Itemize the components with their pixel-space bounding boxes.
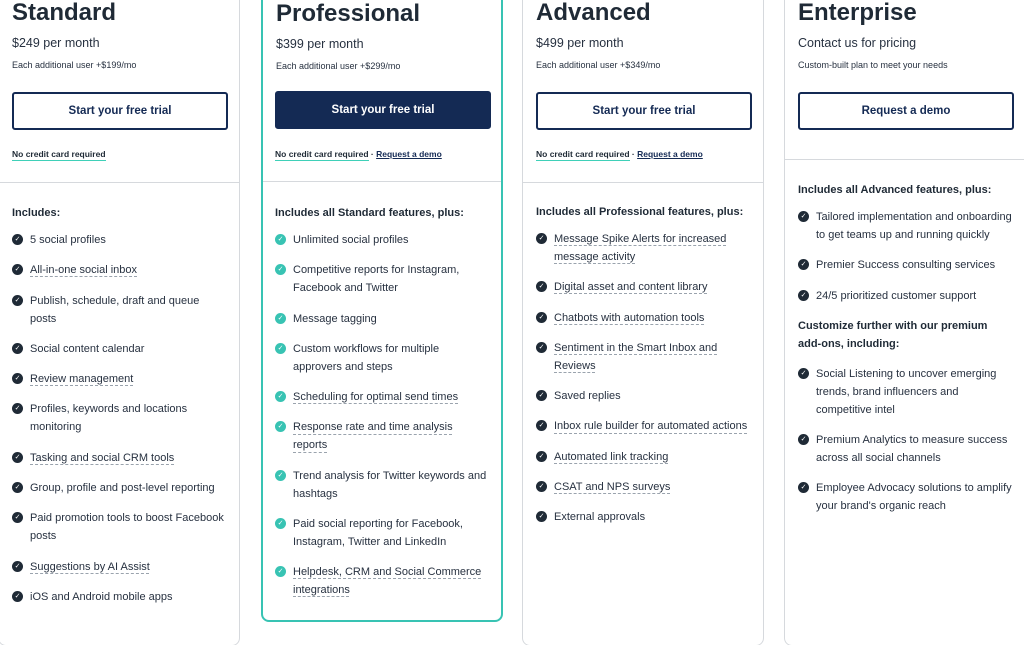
- feature-list: [275, 231, 487, 599]
- check-circle-icon: ✓: [536, 281, 547, 292]
- feature-list: [12, 231, 225, 606]
- divider: [0, 182, 239, 183]
- plan-card-advanced: [522, 0, 764, 645]
- feature-text[interactable]: CSAT and NPS surveys: [554, 481, 671, 494]
- plan-name: Professional: [276, 0, 421, 27]
- feature-list: [536, 230, 749, 526]
- check-circle-icon: ✓: [12, 512, 23, 523]
- check-circle-icon: ✓: [275, 234, 286, 245]
- feature-text[interactable]: Message Spike Alerts for increased message activity: [554, 233, 727, 263]
- feature-text[interactable]: Review management: [30, 373, 134, 386]
- plan-price: $399 per month: [276, 37, 364, 51]
- feature-text: Premium Analytics to measure success across all social channels: [816, 434, 1008, 465]
- check-circle-icon: ✓: [798, 259, 809, 270]
- feature-item: [12, 479, 225, 497]
- feature-text: Tailored implementation and onboarding to get teams up and running quickly: [816, 211, 1012, 241]
- start-free-trial-button[interactable]: Start your free trial: [275, 91, 491, 129]
- request-demo-link[interactable]: Request a demo: [376, 149, 442, 159]
- start-free-trial-button[interactable]: Start your free trial: [536, 92, 752, 130]
- divider: [785, 159, 1024, 160]
- check-circle-icon: ✓: [275, 343, 286, 354]
- separator-dot: ·: [370, 149, 374, 159]
- feature-text: 5 social profiles: [30, 234, 106, 246]
- feature-text[interactable]: Suggestions by AI Assist: [30, 560, 150, 573]
- check-circle-icon: ✓: [536, 342, 547, 353]
- check-circle-icon: ✓: [798, 434, 809, 445]
- feature-text[interactable]: Sentiment in the Smart Inbox and Reviews: [554, 341, 718, 372]
- check-circle-icon: ✓: [536, 481, 547, 492]
- feature-item: [536, 417, 749, 435]
- feature-item: [798, 431, 1013, 467]
- request-demo-link[interactable]: Request a demo: [637, 149, 703, 159]
- check-circle-icon: ✓: [275, 566, 286, 577]
- separator-dot: ·: [631, 149, 635, 159]
- feature-item: [12, 292, 225, 328]
- check-circle-icon: ✓: [275, 264, 286, 275]
- feature-text[interactable]: Response rate and time analysis reports: [293, 421, 453, 452]
- plan-card-enterprise: [784, 0, 1024, 645]
- check-circle-icon: ✓: [275, 391, 286, 402]
- check-circle-icon: ✓: [12, 373, 23, 384]
- start-free-trial-button[interactable]: Start your free trial: [12, 92, 228, 130]
- plan-description: Custom-built plan to meet your needs: [798, 60, 948, 70]
- check-circle-icon: ✓: [536, 511, 547, 522]
- check-circle-icon: ✓: [536, 312, 547, 323]
- feature-text: Profiles, keywords and locations monitoring: [30, 403, 188, 434]
- feature-item: [12, 370, 225, 388]
- fine-print: [275, 149, 442, 159]
- plan-price: $249 per month: [12, 36, 100, 50]
- feature-item: [798, 479, 1013, 515]
- includes-title: Includes all Professional features, plus:: [536, 206, 744, 218]
- request-demo-button[interactable]: Request a demo: [798, 92, 1014, 130]
- feature-text: Saved replies: [554, 390, 621, 403]
- no-credit-card-note: No credit card required: [275, 149, 369, 159]
- check-circle-icon: ✓: [12, 561, 23, 572]
- divider: [263, 181, 501, 182]
- feature-item: [275, 388, 487, 406]
- feature-item: [12, 588, 225, 606]
- feature-item: [275, 467, 487, 503]
- addons-title: Customize further with our premium add-ons, including:: [798, 319, 988, 350]
- feature-item: [12, 400, 225, 436]
- feature-text: iOS and Android mobile apps: [30, 590, 173, 603]
- check-circle-icon: ✓: [12, 295, 23, 306]
- check-circle-icon: ✓: [12, 403, 23, 414]
- check-circle-icon: ✓: [12, 591, 23, 602]
- check-circle-icon: ✓: [275, 470, 286, 481]
- feature-item: [12, 340, 225, 358]
- feature-section: [12, 204, 225, 618]
- feature-text: Unlimited social profiles: [293, 234, 409, 246]
- plan-name: Standard: [12, 0, 117, 26]
- feature-text[interactable]: Helpdesk, CRM and Social Commerce integrations: [293, 566, 482, 597]
- feature-item: [798, 256, 1013, 274]
- additional-user-price: Each additional user +$299/mo: [276, 61, 401, 71]
- check-circle-icon: ✓: [275, 421, 286, 432]
- feature-item: [536, 339, 749, 375]
- feature-item: [275, 231, 487, 249]
- feature-text[interactable]: Chatbots with automation tools: [554, 311, 705, 324]
- check-circle-icon: ✓: [12, 482, 23, 493]
- includes-title: Includes all Standard features, plus:: [275, 207, 464, 219]
- feature-item: [12, 261, 225, 279]
- plan-card-professional: [261, 0, 503, 622]
- no-credit-card-note: No credit card required: [12, 149, 106, 159]
- check-circle-icon: ✓: [536, 390, 547, 401]
- addon-list: [798, 365, 1013, 516]
- feature-text: Group, profile and post-level reporting: [30, 482, 215, 495]
- feature-text[interactable]: Digital asset and content library: [554, 281, 708, 294]
- feature-item: [12, 509, 225, 545]
- check-circle-icon: ✓: [798, 368, 809, 379]
- feature-section: [275, 204, 487, 612]
- plan-price: Contact us for pricing: [798, 36, 917, 50]
- check-circle-icon: ✓: [12, 343, 23, 354]
- feature-text: Premier Success consulting services: [816, 259, 996, 272]
- feature-item: [275, 418, 487, 454]
- feature-text[interactable]: All-in-one social inbox: [30, 264, 137, 277]
- feature-item: [275, 261, 487, 297]
- no-credit-card-note: No credit card required: [536, 149, 630, 159]
- check-circle-icon: ✓: [12, 452, 23, 463]
- feature-list: [798, 208, 1013, 305]
- feature-text: Social Listening to uncover emerging trends, brand influencers and competitive intel: [816, 367, 997, 416]
- additional-user-price: Each additional user +$199/mo: [12, 60, 137, 70]
- fine-print: [536, 149, 703, 159]
- feature-item: [275, 563, 487, 599]
- feature-item: [12, 449, 225, 467]
- feature-text: Competitive reports for Instagram, Facebook and Twitter: [293, 264, 460, 295]
- fine-print: [12, 149, 106, 159]
- check-circle-icon: ✓: [12, 264, 23, 275]
- feature-text: Paid social reporting for Facebook, Instagram, Twitter and LinkedIn: [293, 518, 463, 549]
- includes-title: Includes:: [12, 207, 61, 219]
- feature-item: [536, 448, 749, 466]
- feature-text: Employee Advocacy solutions to amplify your brand's organic reach: [816, 482, 1012, 513]
- feature-text: Publish, schedule, draft and queue posts: [30, 294, 200, 325]
- additional-user-price: Each additional user +$349/mo: [536, 60, 661, 70]
- plan-name: Advanced: [536, 0, 651, 26]
- feature-item: [536, 387, 749, 405]
- includes-title: Includes all Advanced features, plus:: [798, 184, 992, 196]
- check-circle-icon: ✓: [536, 420, 547, 431]
- divider: [523, 182, 763, 183]
- feature-item: [275, 515, 487, 551]
- plan-price: $499 per month: [536, 36, 624, 50]
- feature-text: Trend analysis for Twitter keywords and hashtags: [293, 469, 487, 500]
- feature-item: [536, 230, 749, 266]
- plan-card-standard: [0, 0, 240, 645]
- feature-item: [798, 287, 1013, 305]
- check-circle-icon: ✓: [275, 313, 286, 324]
- feature-item: [536, 478, 749, 496]
- feature-text[interactable]: Tasking and social CRM tools: [30, 451, 175, 464]
- feature-item: [275, 340, 487, 376]
- plan-name: Enterprise: [798, 0, 917, 26]
- check-circle-icon: ✓: [798, 482, 809, 493]
- feature-text: Paid promotion tools to boost Facebook posts: [30, 512, 224, 543]
- feature-text: Social content calendar: [30, 342, 145, 355]
- feature-item: [536, 508, 749, 526]
- check-circle-icon: ✓: [275, 518, 286, 529]
- feature-text[interactable]: Scheduling for optimal send times: [293, 391, 459, 404]
- feature-item: [536, 309, 749, 327]
- feature-text: Message tagging: [293, 312, 377, 325]
- check-circle-icon: ✓: [536, 233, 547, 244]
- feature-item: [798, 365, 1013, 419]
- feature-section: [536, 203, 749, 539]
- feature-item: [12, 231, 225, 249]
- feature-text[interactable]: Inbox rule builder for automated actions: [554, 420, 748, 433]
- feature-section: [798, 181, 1013, 528]
- check-circle-icon: ✓: [536, 451, 547, 462]
- feature-text: 24/5 prioritized customer support: [816, 289, 977, 302]
- feature-item: [12, 558, 225, 576]
- feature-item: [536, 278, 749, 296]
- check-circle-icon: ✓: [798, 290, 809, 301]
- feature-text[interactable]: Automated link tracking: [554, 450, 669, 463]
- check-circle-icon: ✓: [798, 211, 809, 222]
- feature-item: [798, 208, 1013, 244]
- feature-text: Custom workflows for multiple approvers and steps: [293, 342, 440, 373]
- check-circle-icon: ✓: [12, 234, 23, 245]
- feature-item: [275, 310, 487, 328]
- feature-text: External approvals: [554, 511, 646, 524]
